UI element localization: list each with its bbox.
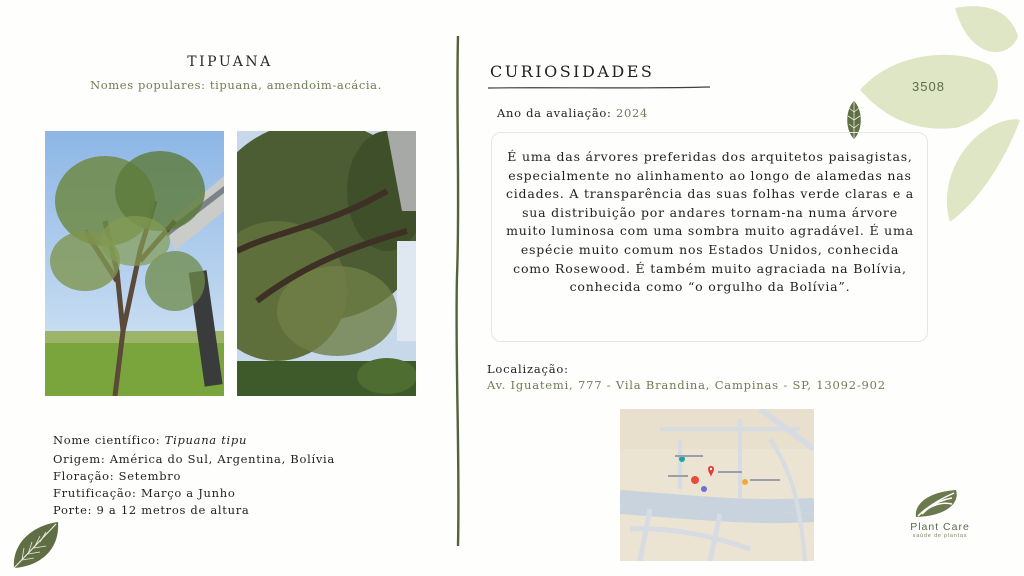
evaluation-year <box>497 106 648 120</box>
size-row: Porte: 9 a 12 metros de altura <box>53 503 250 517</box>
plant-care-tagline: saúde de plantas <box>912 533 968 539</box>
leaf-decoration <box>860 0 1024 230</box>
map-poi-icon <box>701 486 707 492</box>
scientific-name-value: Tipuana tipu <box>164 433 248 447</box>
year-label: Ano da avaliação: <box>497 106 616 120</box>
leaf-icon <box>10 520 62 570</box>
plant-care-name: Plant Care <box>910 521 970 533</box>
scientific-name-row <box>53 432 335 449</box>
tree-photo-1 <box>45 131 224 396</box>
map-poi-icon <box>691 476 699 484</box>
plant-care-logo <box>900 488 980 520</box>
curiosity-text: É uma das árvores preferidas dos arquitetos paisagistas, especialmente no alinhamento ao longo de alamedas nas cidades. A transparência das suas folhas verde claras e a sua distribuição por andares tornam-na numa árvore muito luminosa com uma sombra muito agradável. É uma espécie muito comum nos Estados Unidos, conhecida como Rosewood. É também muito agraciada na Bolívia, conhecida como “o orgulho da Bolívia”. <box>505 149 915 295</box>
map-poi-icon <box>742 479 748 485</box>
heading-underline <box>488 85 713 91</box>
location-map[interactable] <box>620 409 814 561</box>
tree-number-badge: 3508 <box>912 79 945 94</box>
scientific-name-label: Nome científico: <box>53 433 165 447</box>
tree-details <box>53 432 335 519</box>
year-value: 2024 <box>615 106 649 120</box>
flowering-row: Floração: Setembro <box>53 469 182 483</box>
tree-photo-2 <box>237 131 416 396</box>
origin-row: Origem: América do Sul, Argentina, Bolívia <box>53 452 335 466</box>
location-address: Av. Iguatemi, 777 - Vila Brandina, Campinas - SP, 13092-902 <box>487 378 886 392</box>
tree-name-title: TIPUANA <box>187 54 273 70</box>
column-divider <box>452 36 464 546</box>
curiosities-heading: CURIOSIDADES <box>490 62 655 81</box>
fruiting-row: Frutificação: Março a Junho <box>53 486 236 500</box>
popular-names: Nomes populares: tipuana, amendoim-acácia. <box>90 78 382 92</box>
location-label: Localização: <box>487 362 569 376</box>
